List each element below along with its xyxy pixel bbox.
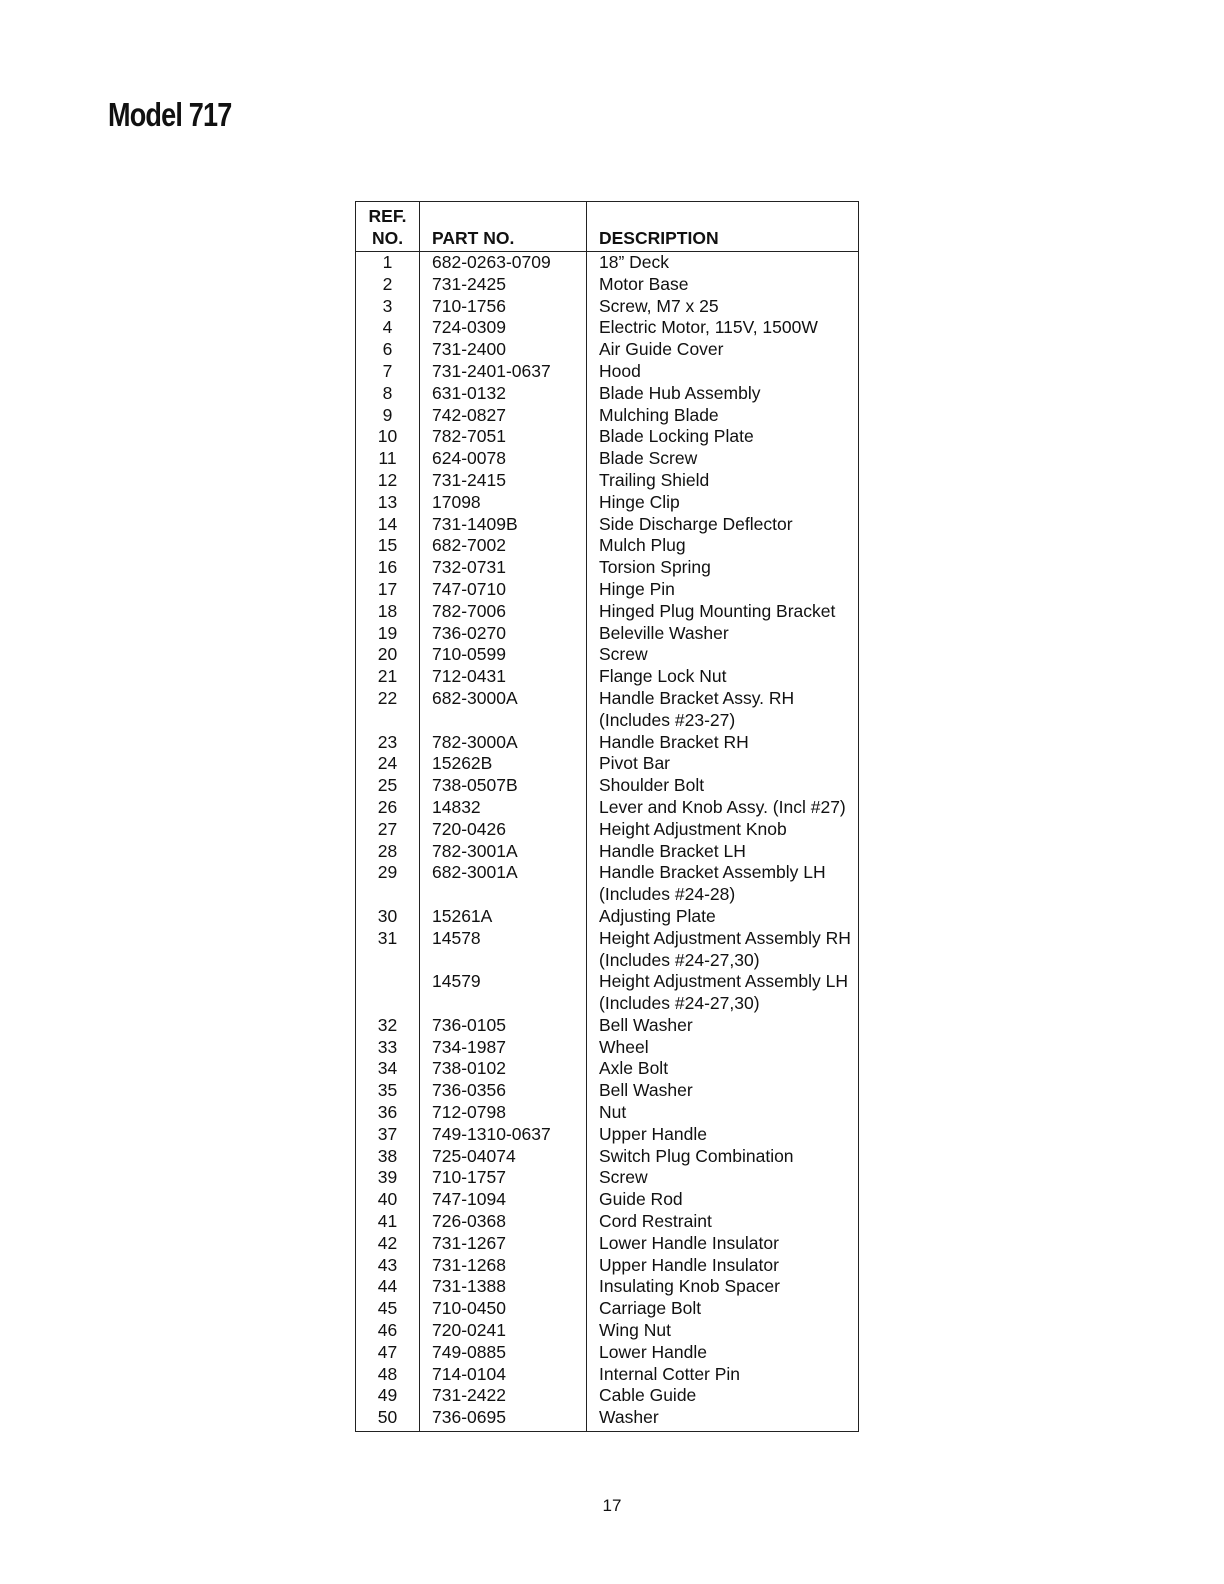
header-row [356,202,859,252]
ref-no-cell: 28 [356,841,420,863]
part-no-cell: 682-0263-0709 [420,252,587,274]
ref-no-cell: 21 [356,666,420,688]
description-cell [587,753,859,775]
part-no-cell: 782-7051 [420,426,587,448]
part-no-cell: 724-0309 [420,317,587,339]
table-row [356,971,859,1015]
part-no-cell: 710-0599 [420,644,587,666]
description-line: Air Guide Cover [599,339,724,360]
description-cell [587,1167,859,1189]
description-note: (Includes #24-27,30) [599,949,760,970]
description-line: Screw [599,1167,648,1188]
part-no-cell: 782-3000A [420,732,587,754]
description-line: Mulching Blade [599,404,719,425]
description-line: Guide Rod [599,1189,683,1210]
description-cell [587,470,859,492]
ref-no-cell: 26 [356,797,420,819]
table-row [356,688,859,732]
ref-no-cell: 9 [356,405,420,427]
description-cell [587,1211,859,1233]
table-row [356,906,859,928]
part-no-cell: 17098 [420,492,587,514]
part-no-cell: 736-0356 [420,1080,587,1102]
description-cell [587,317,859,339]
part-no-cell: 631-0132 [420,383,587,405]
description-cell [587,514,859,536]
part-no-cell: 710-1756 [420,296,587,318]
part-no-cell: 720-0241 [420,1320,587,1342]
table-row [356,1167,859,1189]
part-no-cell: 731-1388 [420,1276,587,1298]
table-row [356,732,859,754]
description-cell [587,1407,859,1431]
description-line: Switch Plug Combination [599,1145,794,1166]
description-note: (Includes #23-27) [599,709,736,730]
table-row [356,797,859,819]
description-line: Wheel [599,1036,649,1057]
table-row [356,296,859,318]
description-cell [587,732,859,754]
description-line: Adjusting Plate [599,905,716,926]
parts-table-body [356,252,859,1432]
description-cell [587,971,859,1015]
table-row [356,666,859,688]
description-cell [587,426,859,448]
description-line: Cable Guide [599,1385,697,1406]
description-line: Bell Washer [599,1014,693,1035]
ref-no-cell: 3 [356,296,420,318]
part-no-cell: 14579 [420,971,587,1015]
description-line: Motor Base [599,273,689,294]
ref-no-cell: 13 [356,492,420,514]
description-cell [587,535,859,557]
description-line: Side Discharge Deflector [599,513,793,534]
ref-no-cell: 42 [356,1233,420,1255]
table-row [356,1124,859,1146]
description-line: Trailing Shield [599,469,710,490]
ref-no-cell: 37 [356,1124,420,1146]
description-line: Internal Cotter Pin [599,1363,741,1384]
ref-no-cell: 34 [356,1058,420,1080]
part-no-cell: 731-2415 [420,470,587,492]
part-no-cell: 731-2425 [420,274,587,296]
description-line: Wing Nut [599,1320,671,1341]
description-line: Electric Motor, 115V, 1500W [599,317,818,338]
description-cell [587,623,859,645]
description-line: Washer [599,1407,659,1428]
description-cell [587,492,859,514]
description-cell [587,1385,859,1407]
description-cell [587,557,859,579]
table-row [356,1102,859,1124]
table-row [356,317,859,339]
ref-no-cell: 11 [356,448,420,470]
description-cell [587,841,859,863]
table-row [356,753,859,775]
part-no-cell: 738-0507B [420,775,587,797]
part-no-cell: 742-0827 [420,405,587,427]
ref-no-cell: 2 [356,274,420,296]
part-no-cell: 782-7006 [420,601,587,623]
part-no-cell: 712-0431 [420,666,587,688]
description-line: Insulating Knob Spacer [599,1276,780,1297]
table-row [356,1080,859,1102]
part-no-cell: 712-0798 [420,1102,587,1124]
ref-no-cell: 39 [356,1167,420,1189]
description-line: Handle Bracket Assy. RH [599,687,795,708]
table-row [356,928,859,972]
part-no-cell: 682-7002 [420,535,587,557]
ref-no-cell: 31 [356,928,420,972]
description-cell [587,1037,859,1059]
description-cell [587,1124,859,1146]
description-line: Nut [599,1102,627,1123]
description-line: Pivot Bar [599,753,670,774]
description-cell [587,1189,859,1211]
ref-no-cell: 49 [356,1385,420,1407]
table-row [356,775,859,797]
description-note: (Includes #24-28) [599,884,736,905]
description-cell [587,928,859,972]
ref-no-cell: 24 [356,753,420,775]
table-row [356,448,859,470]
ref-no-cell [356,971,420,1015]
description-line: Blade Screw [599,448,698,469]
table-row [356,644,859,666]
description-cell [587,252,859,274]
table-row [356,470,859,492]
part-no-cell: 731-1409B [420,514,587,536]
part-no-cell: 682-3001A [420,862,587,906]
table-row [356,361,859,383]
part-no-cell: 749-0885 [420,1342,587,1364]
ref-no-cell: 36 [356,1102,420,1124]
description-line: Hood [599,360,641,381]
part-no-cell: 731-1267 [420,1233,587,1255]
ref-no-cell: 23 [356,732,420,754]
description-cell [587,1298,859,1320]
parts-table [355,201,859,1432]
table-row [356,1189,859,1211]
ref-no-cell: 45 [356,1298,420,1320]
ref-no-cell: 19 [356,623,420,645]
part-no-cell: 749-1310-0637 [420,1124,587,1146]
description-line: Axle Bolt [599,1058,669,1079]
description-line: Handle Bracket Assembly LH [599,862,826,883]
ref-no-cell: 38 [356,1146,420,1168]
ref-no-cell: 12 [356,470,420,492]
description-line: Blade Hub Assembly [599,382,761,403]
ref-no-cell: 17 [356,579,420,601]
part-no-cell: 726-0368 [420,1211,587,1233]
ref-no-cell: 50 [356,1407,420,1431]
description-line: Lever and Knob Assy. (Incl #27) [599,796,846,817]
ref-no-header [356,202,420,252]
description-cell [587,274,859,296]
description-cell [587,1342,859,1364]
table-row [356,862,859,906]
table-row [356,405,859,427]
table-row [356,1211,859,1233]
description-cell [587,1102,859,1124]
ref-no-cell: 16 [356,557,420,579]
ref-no-cell: 8 [356,383,420,405]
description-line: Handle Bracket RH [599,731,749,752]
description-cell [587,448,859,470]
ref-header-line2: NO. [371,228,404,248]
description-cell [587,405,859,427]
part-no-cell: 710-0450 [420,1298,587,1320]
description-line: Hinged Plug Mounting Bracket [599,600,836,621]
description-line: Upper Handle [599,1123,707,1144]
part-no-cell: 736-0105 [420,1015,587,1037]
description-cell [587,339,859,361]
ref-no-cell: 15 [356,535,420,557]
part-no-cell: 782-3001A [420,841,587,863]
description-cell [587,1364,859,1386]
part-no-cell: 736-0695 [420,1407,587,1431]
description-line: Hinge Clip [599,491,680,512]
part-no-cell: 725-04074 [420,1146,587,1168]
ref-no-cell: 32 [356,1015,420,1037]
page-title: Model 717 [108,96,232,133]
part-no-cell: 732-0731 [420,557,587,579]
table-row [356,623,859,645]
description-cell [587,1255,859,1277]
description-line: 18” Deck [599,252,670,272]
table-row [356,492,859,514]
table-row [356,252,859,274]
description-line: Handle Bracket LH [599,840,746,861]
part-no-cell: 710-1757 [420,1167,587,1189]
ref-no-cell: 18 [356,601,420,623]
part-no-cell: 624-0078 [420,448,587,470]
ref-no-cell: 20 [356,644,420,666]
table-row [356,535,859,557]
description-cell [587,1080,859,1102]
ref-no-cell: 10 [356,426,420,448]
description-line: Lower Handle [599,1341,707,1362]
table-row [356,383,859,405]
parts-table-header [356,202,859,252]
table-row [356,579,859,601]
ref-no-cell: 35 [356,1080,420,1102]
description-cell [587,862,859,906]
ref-no-cell: 47 [356,1342,420,1364]
description-line: Height Adjustment Knob [599,818,787,839]
table-row [356,1320,859,1342]
ref-no-cell: 6 [356,339,420,361]
table-row [356,601,859,623]
ref-no-cell: 22 [356,688,420,732]
table-row [356,1385,859,1407]
part-no-cell: 15262B [420,753,587,775]
description-line: Cord Restraint [599,1211,712,1232]
table-row [356,426,859,448]
part-no-cell: 720-0426 [420,819,587,841]
part-no-cell: 731-2400 [420,339,587,361]
table-row [356,1146,859,1168]
table-row [356,1233,859,1255]
part-no-cell: 734-1987 [420,1037,587,1059]
description-cell [587,1146,859,1168]
ref-no-cell: 4 [356,317,420,339]
table-row [356,1342,859,1364]
description-line: Carriage Bolt [599,1298,702,1319]
ref-header-line1: REF. [368,206,407,226]
part-no-header: PART NO. [420,202,587,252]
table-row [356,514,859,536]
description-line: Beleville Washer [599,622,729,643]
table-row [356,1015,859,1037]
part-no-cell: 747-1094 [420,1189,587,1211]
table-row [356,557,859,579]
description-cell [587,1058,859,1080]
table-row [356,1255,859,1277]
part-no-cell: 747-0710 [420,579,587,601]
description-cell [587,601,859,623]
description-line: Lower Handle Insulator [599,1232,779,1253]
description-cell [587,1276,859,1298]
ref-no-cell: 33 [356,1037,420,1059]
ref-no-cell: 1 [356,252,420,274]
description-cell [587,688,859,732]
ref-no-cell: 7 [356,361,420,383]
description-cell [587,296,859,318]
description-line: Upper Handle Insulator [599,1254,779,1275]
part-no-cell: 15261A [420,906,587,928]
description-cell [587,644,859,666]
description-line: Shoulder Bolt [599,775,705,796]
ref-no-cell: 43 [356,1255,420,1277]
description-line: Mulch Plug [599,535,686,556]
description-cell [587,797,859,819]
part-no-cell: 682-3000A [420,688,587,732]
part-no-cell: 731-2401-0637 [420,361,587,383]
ref-no-cell: 48 [356,1364,420,1386]
table-row [356,1364,859,1386]
description-cell [587,1320,859,1342]
description-cell [587,666,859,688]
ref-no-cell: 46 [356,1320,420,1342]
description-header: DESCRIPTION [587,202,859,252]
table-row [356,274,859,296]
ref-no-cell: 41 [356,1211,420,1233]
ref-no-cell: 25 [356,775,420,797]
table-row [356,1037,859,1059]
description-line: Torsion Spring [599,557,711,578]
part-no-cell: 714-0104 [420,1364,587,1386]
description-line: Hinge Pin [599,578,675,599]
part-no-cell: 14832 [420,797,587,819]
description-line: Blade Locking Plate [599,426,754,447]
table-row [356,1298,859,1320]
table-row [356,819,859,841]
page-number: 17 [602,1496,622,1515]
ref-no-cell: 27 [356,819,420,841]
part-no-cell: 738-0102 [420,1058,587,1080]
description-line: Screw, M7 x 25 [599,295,719,316]
description-cell [587,361,859,383]
ref-no-cell: 14 [356,514,420,536]
ref-no-cell: 29 [356,862,420,906]
part-no-cell: 731-2422 [420,1385,587,1407]
description-cell [587,819,859,841]
table-row [356,1058,859,1080]
description-line: Screw [599,644,648,665]
description-note: (Includes #24-27,30) [599,993,760,1014]
description-line: Flange Lock Nut [599,666,727,687]
table-row [356,841,859,863]
description-cell [587,579,859,601]
part-no-cell: 731-1268 [420,1255,587,1277]
ref-no-cell: 40 [356,1189,420,1211]
description-line: Height Adjustment Assembly RH [599,927,851,948]
description-line: Bell Washer [599,1080,693,1101]
part-no-cell: 736-0270 [420,623,587,645]
description-cell [587,1233,859,1255]
description-line: Height Adjustment Assembly LH [599,971,849,992]
table-row [356,1276,859,1298]
part-no-cell: 14578 [420,928,587,972]
ref-no-cell: 30 [356,906,420,928]
description-cell [587,383,859,405]
ref-no-cell: 44 [356,1276,420,1298]
table-row [356,339,859,361]
description-cell [587,906,859,928]
description-cell [587,775,859,797]
description-cell [587,1015,859,1037]
table-row [356,1407,859,1431]
